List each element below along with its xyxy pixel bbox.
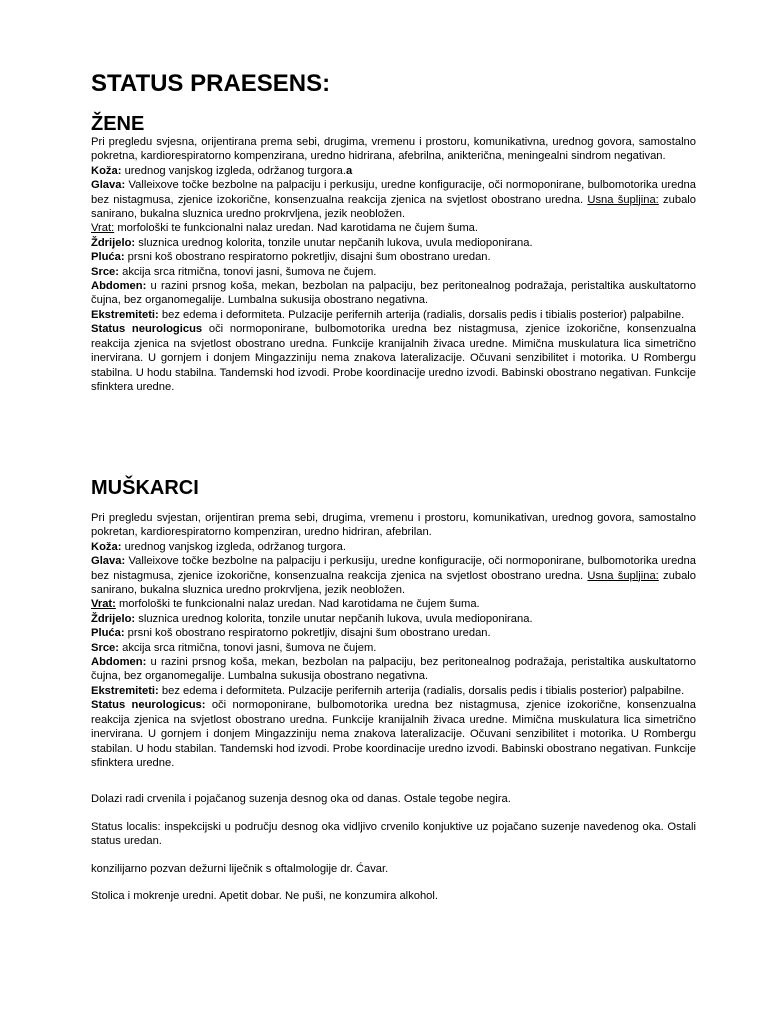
zene-glava: Glava: Valleixove točke bezbolne na palpaciju i perkusiju, uredne konfiguracije, oči normoponirane, bulbomotorika uredna bez nistagmusa, zjenice izokorične, konsenzualna reakcija zjenica na svjetlost obostrano uredna. Usna šupljina: zubalo sanirano, bukalna sluznica uredno prokrvljena, jezik neobložen. Vrat: morfološki te funkcionalni nalaz uredan. Nad karotidama ne čujem šuma. <box>91 179 696 235</box>
document-title: STATUS PRAESENS: <box>91 70 331 97</box>
muskarci-neuro: Status neurologicus: oči normoponirane, bulbomotorika uredna bez nistagmusa, zjenice izokorične, konsenzualna reakcija zjenica na svjetlost obostrano uredna. Funkcije kranijalnih živaca uredne. Mimična muskulatura lica simetrično inervirana. U gornjem i donjem Mingazziniju nema znakova lateralizacije. Očuvani senzibilitet i motorika. U Rombergu stabilan. U hodu stabilan. Tandemski hod izvodi. Probe koordinacije uredno izvodi. Babinski obostrano negativan. Funkcije sfinktera uredne. <box>91 699 696 769</box>
section-heading-zene: ŽENE <box>91 113 145 135</box>
paragraph-dolazi: Dolazi radi crvenila i pojačanog suzenja desnog oka od danas. Ostale tegobe negira. <box>91 793 511 805</box>
zene-neuro: Status neurologicus oči normoponirane, bulbomotorika uredna bez nistagmusa, zjenice izokorične, konsenzualna reakcija zjenica na svjetlost obostrano uredna. Funkcije kranijalnih živaca uredne. Mimična muskulatura lica simetrično inervirana. U gornjem i donjem Mingazziniju nema znakova lateralizacije. Očuvani senzibilitet i motorika. U Rombergu stabilna. U hodu stabilna. Tandemski hod izvodi. Probe koordinacije uredno izvodi. Babinski obostrano negativan. Funkcije sfinktera uredne. <box>91 323 696 393</box>
section-heading-muskarci: MUŠKARCI <box>91 477 199 499</box>
muskarci-abdomen: Abdomen: u razini prsnog koša, mekan, bezbolan na palpaciju, bez peritonealnog podražaja, peristaltika auskultatorno čujna, bez organomegalije. Lumbalna sukusija obostrano negativna. <box>91 656 696 683</box>
zene-koza: Koža: urednog vanjskog izgleda, održanog turgora.a <box>91 164 353 177</box>
paragraph-konzilijarno: konzilijarno pozvan dežurni liječnik s oftalmologije dr. Ćavar. <box>91 863 389 875</box>
section-zene <box>91 135 696 394</box>
zene-intro: Pri pregledu svjesna, orijentirana prema sebi, drugima, vremenu i prostoru, komunikativna, urednog govora, samostalno pokretna, kardiorespiratorno kompenzirana, uredno hidrirana, afebrilna, anikterična, meningealni sindrom negativan. <box>91 136 696 163</box>
zene-pluca: Pluća: prsni koš obostrano respiratorno pokretljiv, disajni šum obostrano uredan. <box>91 251 491 264</box>
muskarci-srce: Srce: akcija srca ritmična, tonovi jasni, šumova ne čujem. <box>91 641 377 654</box>
section-muskarci <box>91 511 696 770</box>
zene-srce: Srce: akcija srca ritmična, tonovi jasni, šumova ne čujem. <box>91 265 377 278</box>
muskarci-pluca: Pluća: prsni koš obostrano respiratorno pokretljiv, disajni šum obostrano uredan. <box>91 627 491 640</box>
muskarci-glava: Glava: Valleixove točke bezbolne na palpaciju i perkusiju, uredne konfiguracije, oči normoponirane, bulbomotorika uredna bez nistagmusa, zjenice izokorične, konsenzualna reakcija zjenica na svjetlost obostrano uredna. Usna šupljina: zubalo sanirano, bukalna sluznica uredno prokrvljena, jezik neobložen. Vrat: morfološki te funkcionalni nalaz uredan. Nad karotidama ne čujem šuma. <box>91 555 696 611</box>
muskarci-koza: Koža: urednog vanjskog izgleda, održanog turgora. <box>91 540 346 553</box>
muskarci-intro: Pri pregledu svjestan, orijentiran prema sebi, drugima, vremenu i prostoru, komunikativan, urednog govora, samostalno pokretan, kardiorespiratorno kompenziran, uredno hidriran, afebrilan. <box>91 512 696 539</box>
zene-ekstremiteti: Ekstremiteti: bez edema i deformiteta. Pulzacije perifernih arterija (radialis, dorsalis pedis i tibialis posterior) palpabilne. <box>91 308 685 321</box>
zene-zdrijelo: Ždrijelo: sluznica urednog kolorita, tonzile unutar nepčanih lukova, uvula medioponirana. <box>91 236 533 249</box>
muskarci-zdrijelo: Ždrijelo: sluznica urednog kolorita, tonzile unutar nepčanih lukova, uvula medioponirana. <box>91 612 533 625</box>
paragraph-status-localis: Status localis: inspekcijski u području desnog oka vidljivo crvenilo konjuktive uz pojačano suzenje navedenog oka. Ostali status uredan. <box>91 821 696 847</box>
muskarci-ekstremiteti: Ekstremiteti: bez edema i deformiteta. Pulzacije perifernih arterija (radialis, dorsalis pedis i tibialis posterior) palpabilne. <box>91 684 685 697</box>
zene-abdomen: Abdomen: u razini prsnog koša, mekan, bezbolan na palpaciju, bez peritonealnog podražaja, peristaltika auskultatorno čujna, bez organomegalije. Lumbalna sukusija obostrano negativna. <box>91 280 696 307</box>
paragraph-stolica: Stolica i mokrenje uredni. Apetit dobar. Ne puši, ne konzumira alkohol. <box>91 890 439 902</box>
